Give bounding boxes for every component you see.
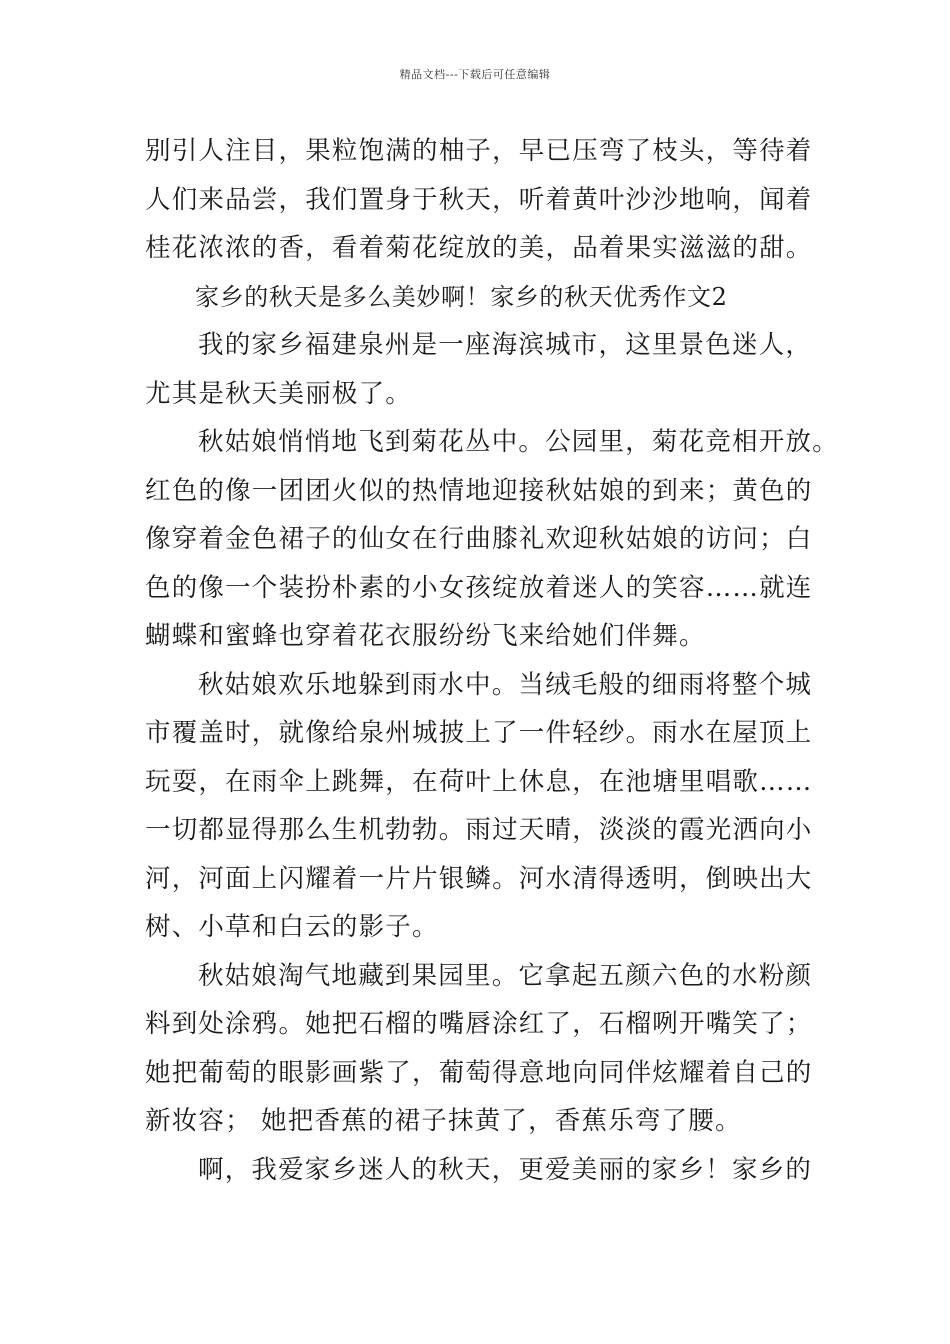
essay-subtitle: 家乡的秋天是多么美妙啊！家乡的秋天优秀作文2 [195,282,728,311]
paragraph-start: 秋姑娘淘气地藏到果园里。它拿起五颜六色的水粉颜 [198,960,813,991]
paragraph-start: 秋姑娘欢乐地躲到雨水中。当绒毛般的细雨将整个城 [198,669,813,700]
text-line: 红色的像一团团火似的热情地迎接秋姑娘的到来；黄色的 [145,475,813,506]
text-line: 玩耍，在雨伞上跳舞，在荷叶上休息，在池塘里唱歌…… [145,766,813,797]
paragraph-start: 啊，我爱家乡迷人的秋天，更爱美丽的家乡！家乡的 [198,1154,813,1185]
text-line: 色的像一个装扮朴素的小女孩绽放着迷人的笑容……就连 [145,572,813,603]
text-line: 河，河面上闪耀着一片片银鳞。河水清得透明，倒映出大 [145,863,813,894]
text-line: 料到处涂鸦。她把石榴的嘴唇涂红了，石榴咧开嘴笑了； [145,1009,813,1039]
paragraph-start: 我的家乡福建泉州是一座海滨城市，这里景色迷人， [198,330,813,360]
text-line: 人们来品尝，我们置身于秋天，听着黄叶沙沙地响，闻着 [145,184,813,215]
text-line: 她把葡萄的眼影画紫了，葡萄得意地向同伴炫耀着自己的 [145,1057,813,1088]
text-line: 桂花浓浓的香，看着菊花绽放的美，品着果实滋滋的甜。 [145,233,813,263]
text-line: 尤其是秋天美丽极了。 [145,378,413,409]
text-line: 新妆容； 她把香蕉的裙子抹黄了，香蕉乐弯了腰。 [145,1106,742,1136]
text-line: 市覆盖时，就像给泉州城披上了一件轻纱。雨水在屋顶上 [145,718,813,748]
text-line: 一切都显得那么生机勃勃。雨过天晴，淡淡的霞光洒向小 [145,815,813,845]
page-header: 精品文档---下载后可任意编辑 [399,68,551,81]
paragraph-start: 秋姑娘悄悄地飞到菊花丛中。公园里，菊花竞相开放。 [198,427,839,457]
text-line: 像穿着金色裙子的仙女在行曲膝礼欢迎秋姑娘的访问；白 [145,524,813,554]
text-line: 别引人注目，果粒饱满的柚子，早已压弯了枝头，等待着 [145,136,813,166]
text-line: 树、小草和白云的影子。 [145,912,439,942]
text-line: 蝴蝶和蜜蜂也穿着花衣服纷纷飞来给她们伴舞。 [145,621,706,651]
essay-body [145,127,839,1194]
